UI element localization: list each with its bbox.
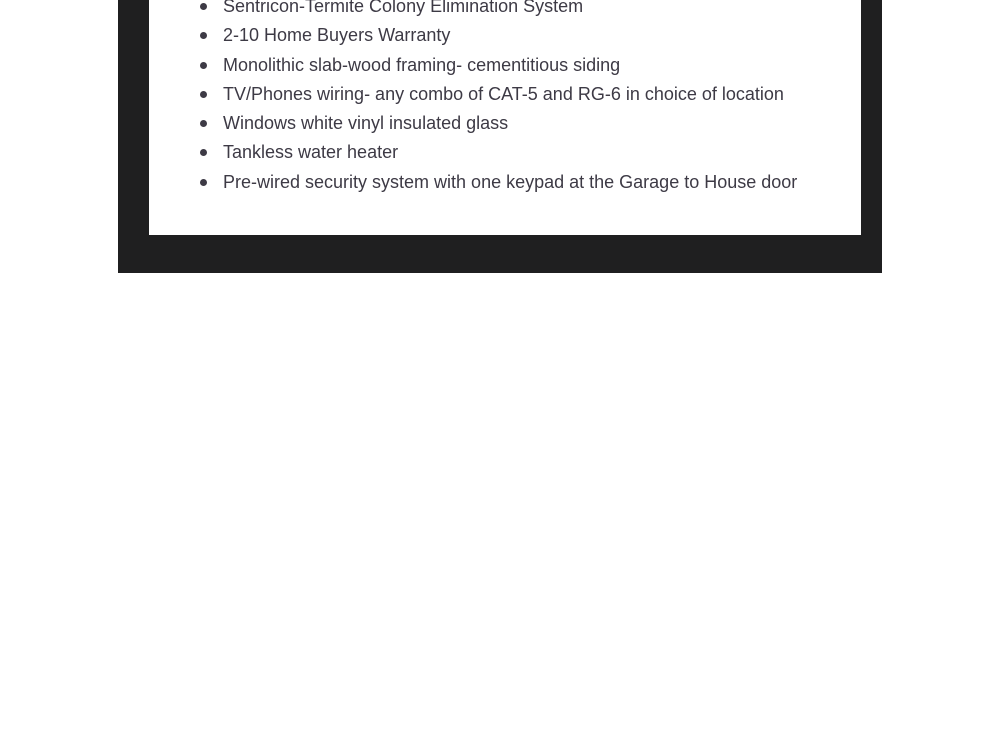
- bullet-icon: [200, 149, 207, 156]
- bullet-icon: [200, 120, 207, 127]
- feature-label: Monolithic slab-wood framing- cementitious siding: [223, 54, 621, 75]
- feature-label: Pre-wired security system with one keypad at the Garage to House door: [223, 171, 798, 192]
- feature-label: 2-10 Home Buyers Warranty: [223, 25, 451, 46]
- bullet-icon: [200, 179, 207, 186]
- features-list: [149, 0, 861, 197]
- list-item: [149, 80, 861, 109]
- bullet-icon: [200, 62, 207, 69]
- list-item: [149, 138, 861, 167]
- list-item: [149, 0, 861, 21]
- list-item: [149, 109, 861, 138]
- bullet-icon: [200, 3, 207, 10]
- bullet-icon: [200, 91, 207, 98]
- feature-label: Windows white vinyl insulated glass: [223, 113, 509, 134]
- features-frame: [118, 0, 882, 273]
- list-item: [149, 168, 861, 197]
- feature-label: TV/Phones wiring- any combo of CAT-5 and RG-6 in choice of location: [223, 83, 784, 104]
- features-card: [149, 0, 861, 235]
- list-item: [149, 51, 861, 80]
- feature-label: Sentricon-Termite Colony Elimination System: [223, 0, 584, 16]
- feature-label: Tankless water heater: [223, 142, 399, 163]
- list-item: [149, 21, 861, 50]
- bullet-icon: [200, 32, 207, 39]
